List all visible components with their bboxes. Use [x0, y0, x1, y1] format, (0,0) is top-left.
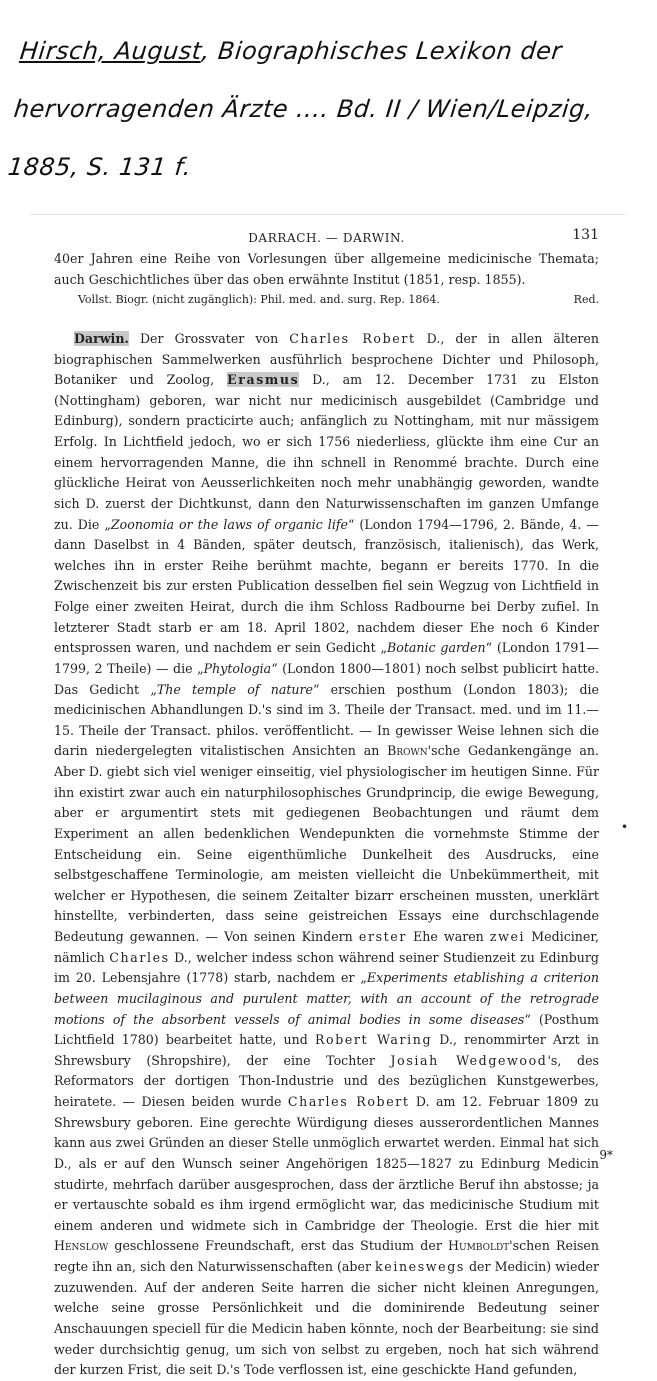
- citation-line-3: 1885, S. 131 f.: [6, 153, 193, 181]
- small-caps-name: Brown: [387, 743, 428, 759]
- running-header: [54, 225, 599, 249]
- book-title: The temple of nature: [156, 681, 313, 697]
- small-caps-name: Henslow: [54, 1238, 109, 1254]
- running-title: DARRACH. — DARWIN.: [248, 231, 405, 245]
- spaced-name: Charles Robert: [287, 1094, 410, 1109]
- entry-paragraph: Darwin. Der Grossvater von Charles Robert D., der in allen älteren biographischen Sammelwerken ausführlich besprochene Dichter und Philosoph, Botaniker und Zoolog, Erasmus D., am 12. December 1731 zu Elston (Nottingham) geboren, war nicht nur medicinisch ausgebildet (Cambridge und Edinburg), sondern practicirte auch; anfänglich zu Nottingham, mit nur mässigem Erfolg. In Lichtfield jedoch, wo er sich 1756 niederliess, glückte ihm eine Cur an einem hervorragenden Manne, die ihn schnell in Renommé brachte. Durch eine glückliche Heirat von Aeusserlichkeiten noch mehr unabhängig geworden, wandte sich D. zuerst der Dichtkunst, dann den Naturwissenschaften im ganzen Umfange zu. Die „Zoonomia or the laws of organic life“ (London 1794—1796, 2. Bände, 4. — dann Daselbst in 4 Bänden, später deutsch, französisch, italienisch), das Werk, welches ihn in erster Reihe berühmt machte, begann er bereits 1770. In die Zwischenzeit bis zur ersten Publication desselben fiel sein Wegzug von Lichtfield in Folge einer zweiten Heirat, durch die ihm Schloss Radbourne bei Derby zufiel. In letzterer Stadt starb er am 18. April 1802, nachdem dieser Ehe noch 6 Kinder entsprossen waren, und nachdem er sein Gedicht „Botanic garden“ (London 1791—1799, 2 Theile) — die „Phytologia“ (London 1800—1801) noch selbst publicirt hatte. Das Gedicht „The temple of nature“ erschien posthum (London 1803); die medicinischen Abhandlungen D.'s sind im 3. Theile der Transact. med. und im 11.—15. Theile der Transact. philos. veröffentlicht. — In gewisser Weise lehnen sich die darin niedergelegten vitalistischen Ansichten an Brown'sche Gedankengänge an. Aber D. giebt sich viel weniger einseitig, viel physiologischer im heutigen Sinne. Für ihn existirt zwar auch ein naturphilosophisches Grundprincip, die ewige Bewegung, aber er argumentirt stets mit gediegenen Beobachtungen und räumt dem Experiment an allen bedenklichen Wendepunkten die vornehmste Stimme der Entscheidung ein. Seine eigenthümliche Dunkelheit des Ausdrucks, eine selbstgeschaffene Terminologie, am meisten vielleicht die Unbekümmertheit, mit welcher er Hypothesen, die seinem Zeitalter bizarr erscheinen mussten, unerklärt hinstellte, verbinderten, dass seine geistreichen Essays eine durchschlagende Bedeutung gewannen. — Von seinen Kindern erster Ehe waren zwei Mediciner, nämlich Charles D., welcher indess schon während seiner Studienzeit zu Edinburg im 20. Lebensjahre (1778) starb, nachdem er „Experiments etablishing a criterion between mucilaginous and purulent matter, with an account of the retrograde motions of the absorbent vessels of animal bodies in some diseases“ (Posthum Lichtfield 1780) bearbeitet hatte, und Robert Waring D., renommirter Arzt in Shrewsbury (Shropshire), der eine Tochter Josiah Wedgewood's, des Reformators der dortigen Thon-Industrie und des bezüglichen Kunstgewerbes, heiratete. — Diesen beiden wurde Charles Robert D. am 12. Februar 1809 zu Shrewsbury geboren. Eine gerechte Würdigung dieses ausserordentlichen Mannes kann aus zwei Gründen an dieser Stelle unmöglich erwartet werden. Einmal hat sich D., als er auf den Wunsch seiner Angehörigen 1825—1827 zu Edinburg Medicin studirte, mehrfach darüber ausgesprochen, dass der ärztliche Beruf ihn abstosse; ja er vertauschte sobald es ihm irgend ermöglicht war, das medicinische Studium mit einem anderen und widmete sich in Cambridge der Theologie. Erst die hier mit Henslow geschlossene Freundschaft, erst das Studium der Humboldt'schen Reisen regte ihn an, sich den Naturwissenschaften (aber keineswegs der Medicin) wieder zuzuwenden. Auf der anderen Seite harren die sicher nicht kleinen Anregungen, welche seine grosse Persönlichkeit und die dominirende Bedeutung seiner Anschauungen speciell für die Medicin haben könnte, noch der Bearbeitung: sie sind weder durchsichtig genug, um sich von selbst zu ergeben, noch hat sich während der kurzen Frist, die seit D.'s Tode verflossen ist, eine geschickte Hand gefunden,: [54, 330, 600, 1378]
- book-title: Phytologia: [203, 660, 272, 676]
- book-title: Zoonomia or the laws of organic life: [110, 516, 348, 532]
- previous-entry-text: 40er Jahren eine Reihe von Vorlesungen über allgemeine medicinische Themata; auch Geschichtliches über das oben erwähnte Institut (1851, resp. 1855).: [54, 251, 599, 287]
- margin-dot: •: [621, 820, 629, 834]
- entry-headword: Darwin.: [74, 330, 129, 346]
- spaced-word: zwei: [489, 929, 526, 944]
- lexicon-page: [54, 225, 599, 1381]
- spaced-word: erster: [358, 929, 407, 944]
- spaced-name: Robert Waring: [314, 1032, 433, 1048]
- book-title: Botanic garden: [387, 640, 486, 656]
- highlighted-name: Erasmus: [227, 372, 300, 388]
- citation-line-2: hervorragenden Ärzte .... Bd. II / Wien/Leipzig,: [12, 95, 595, 123]
- signature-mark: 9*: [599, 1148, 613, 1162]
- handwritten-citation: Hirsch, August, Biographisches Lexikon der hervorragenden Ärzte .... Bd. II / Wien/Leipzig, 1885, S. 131 f.: [5, 22, 653, 196]
- previous-entry-end: [54, 249, 599, 311]
- page-number: 131: [572, 227, 599, 243]
- book-title: Experiments etablishing a criterion between mucilaginous and purulent matter, with an account of the retrograde motions of the absorbent vessels of animal bodies in some diseases: [54, 970, 599, 1027]
- spaced-name: Charles Robert: [289, 330, 416, 346]
- spaced-name: Josiah Wedgewood: [390, 1052, 548, 1068]
- source-reference: Vollst. Biogr. (nicht zugänglich): Phil. med. and. surg. Rep. 1864.: [78, 293, 440, 307]
- source-note: [54, 290, 599, 311]
- author-name: Hirsch, August: [18, 37, 204, 65]
- spaced-word: keineswegs: [375, 1259, 465, 1274]
- small-caps-name: Humboldt: [448, 1238, 510, 1254]
- spaced-name: Charles: [109, 949, 170, 965]
- darwin-entry: [54, 329, 599, 1381]
- page-edge: [30, 214, 625, 215]
- editor-mark: Red.: [573, 293, 599, 307]
